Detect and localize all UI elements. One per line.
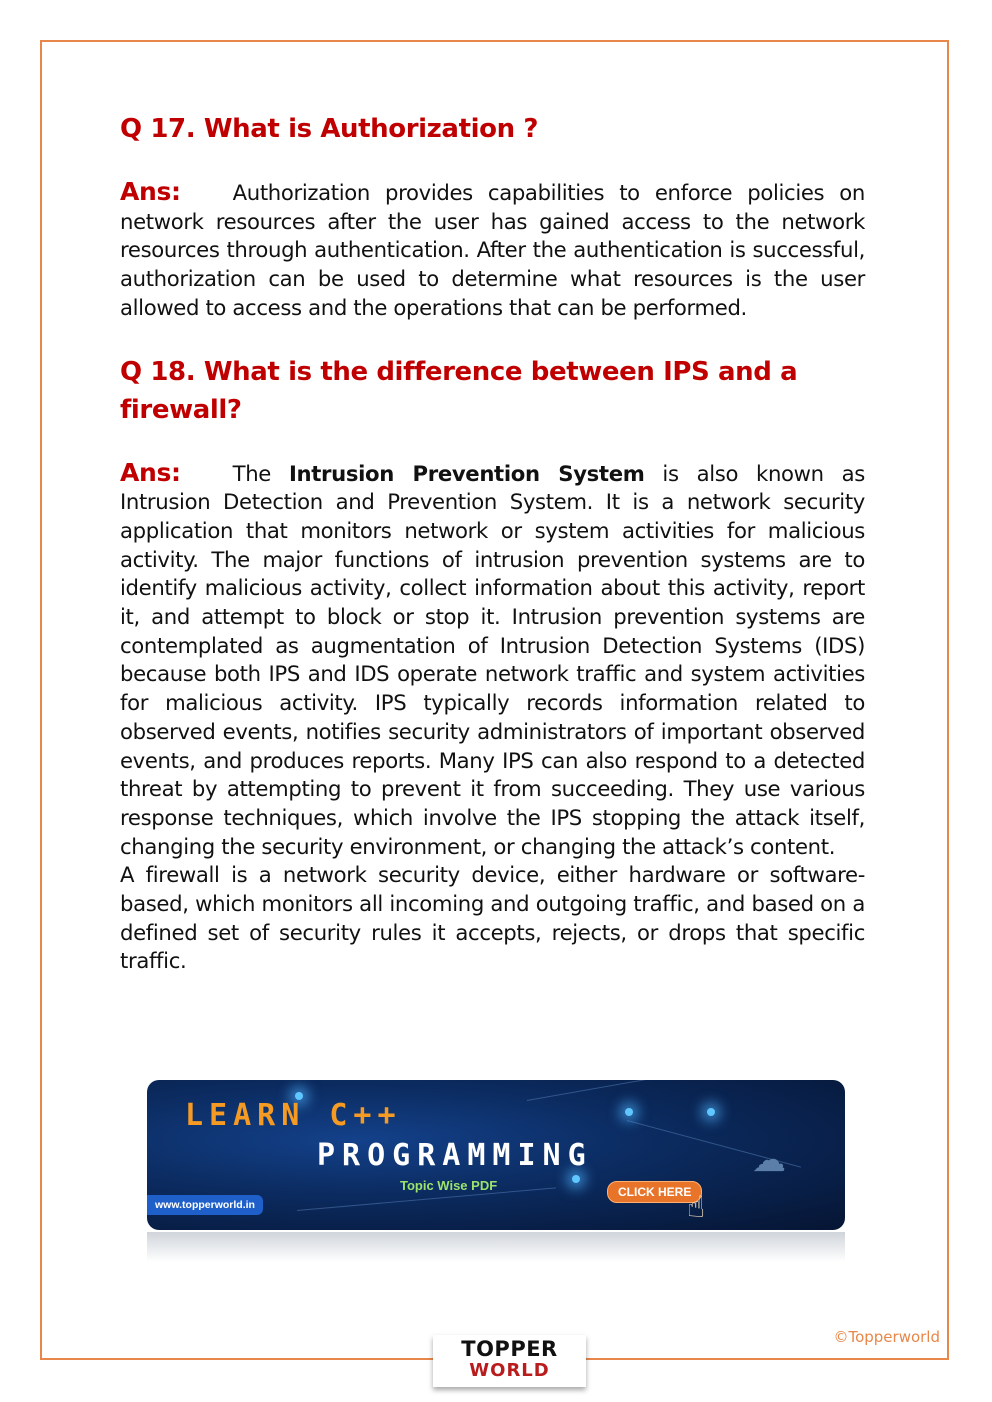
answer-text: is also known as Intrusion Detection and Prevention System. It is a network security application that monitors network or system activities for malicious activity. The major functions of intrusion prevention systems are to identify malicious activity, collect information about this activity, report it, and attempt to block or stop it. Intrusion prevention systems are contemplated as augmentation of Intrusion Detection Systems (IDS) because both IPS and IDS operate network traffic and system activities for malicious activity. IPS typically records information related to observed events, notifies security administrators of important observed events, and produces reports. Many IPS can also respond to a detected threat by attempting to prevent it from succeeding. They use various response techniques, which involve the IPS stopping the attack itself, changing the security environment, or changing the attack’s content. [120, 460, 865, 859]
logo-text-bottom: WORLD [469, 1360, 550, 1381]
answer-bold-term: Intrusion Prevention System [288, 460, 645, 486]
cloud-icon: ☁ [752, 1140, 786, 1180]
question-17-answer [120, 178, 865, 323]
answer-text: Authorization provides capabilities to enforce policies on network resources after the user has gained access to the network resources through authentication. After the authentication is successful, authorization can be used to determine what resources is the user allowed to access and the operations that can be performed. [120, 180, 865, 320]
website-link[interactable]: www.topperworld.in [147, 1195, 263, 1215]
answer-label: Ans: [120, 177, 181, 206]
click-here-button[interactable]: CLICK HERE [607, 1181, 702, 1203]
pointing-hand-icon: ☝ [687, 1190, 706, 1225]
topperworld-logo [433, 1335, 586, 1387]
banner-image[interactable] [147, 1080, 845, 1230]
question-18-answer-firewall: A firewall is a network security device, either hardware or software-based, which monitors all incoming and outgoing traffic, and based on a defined set of security rules it accepts, rejects, or drops that specific traffic. [120, 862, 865, 974]
copyright-text: ©Topperworld [833, 1328, 940, 1346]
banner-subtitle: Topic Wise PDF [400, 1178, 498, 1193]
glow-dot [572, 1175, 580, 1183]
banner-heading: LEARN C++ [185, 1098, 402, 1133]
question-18-answer [120, 459, 865, 862]
banner-reflection [147, 1232, 845, 1262]
question-18-title: Q 18. What is the difference between IPS and a firewall? [120, 356, 798, 425]
question-17-title: Q 17. What is Authorization ? [120, 114, 539, 144]
answer-prefix: The [232, 460, 271, 486]
glow-dot [707, 1108, 715, 1116]
glow-dot [625, 1108, 633, 1116]
circuit-line [527, 1080, 724, 1101]
logo-text-top: TOPPER [461, 1337, 558, 1361]
answer-label: Ans: [120, 457, 181, 487]
promo-banner[interactable] [147, 1080, 845, 1230]
banner-subheading: PROGRAMMING [317, 1138, 593, 1173]
document-content [120, 110, 865, 976]
